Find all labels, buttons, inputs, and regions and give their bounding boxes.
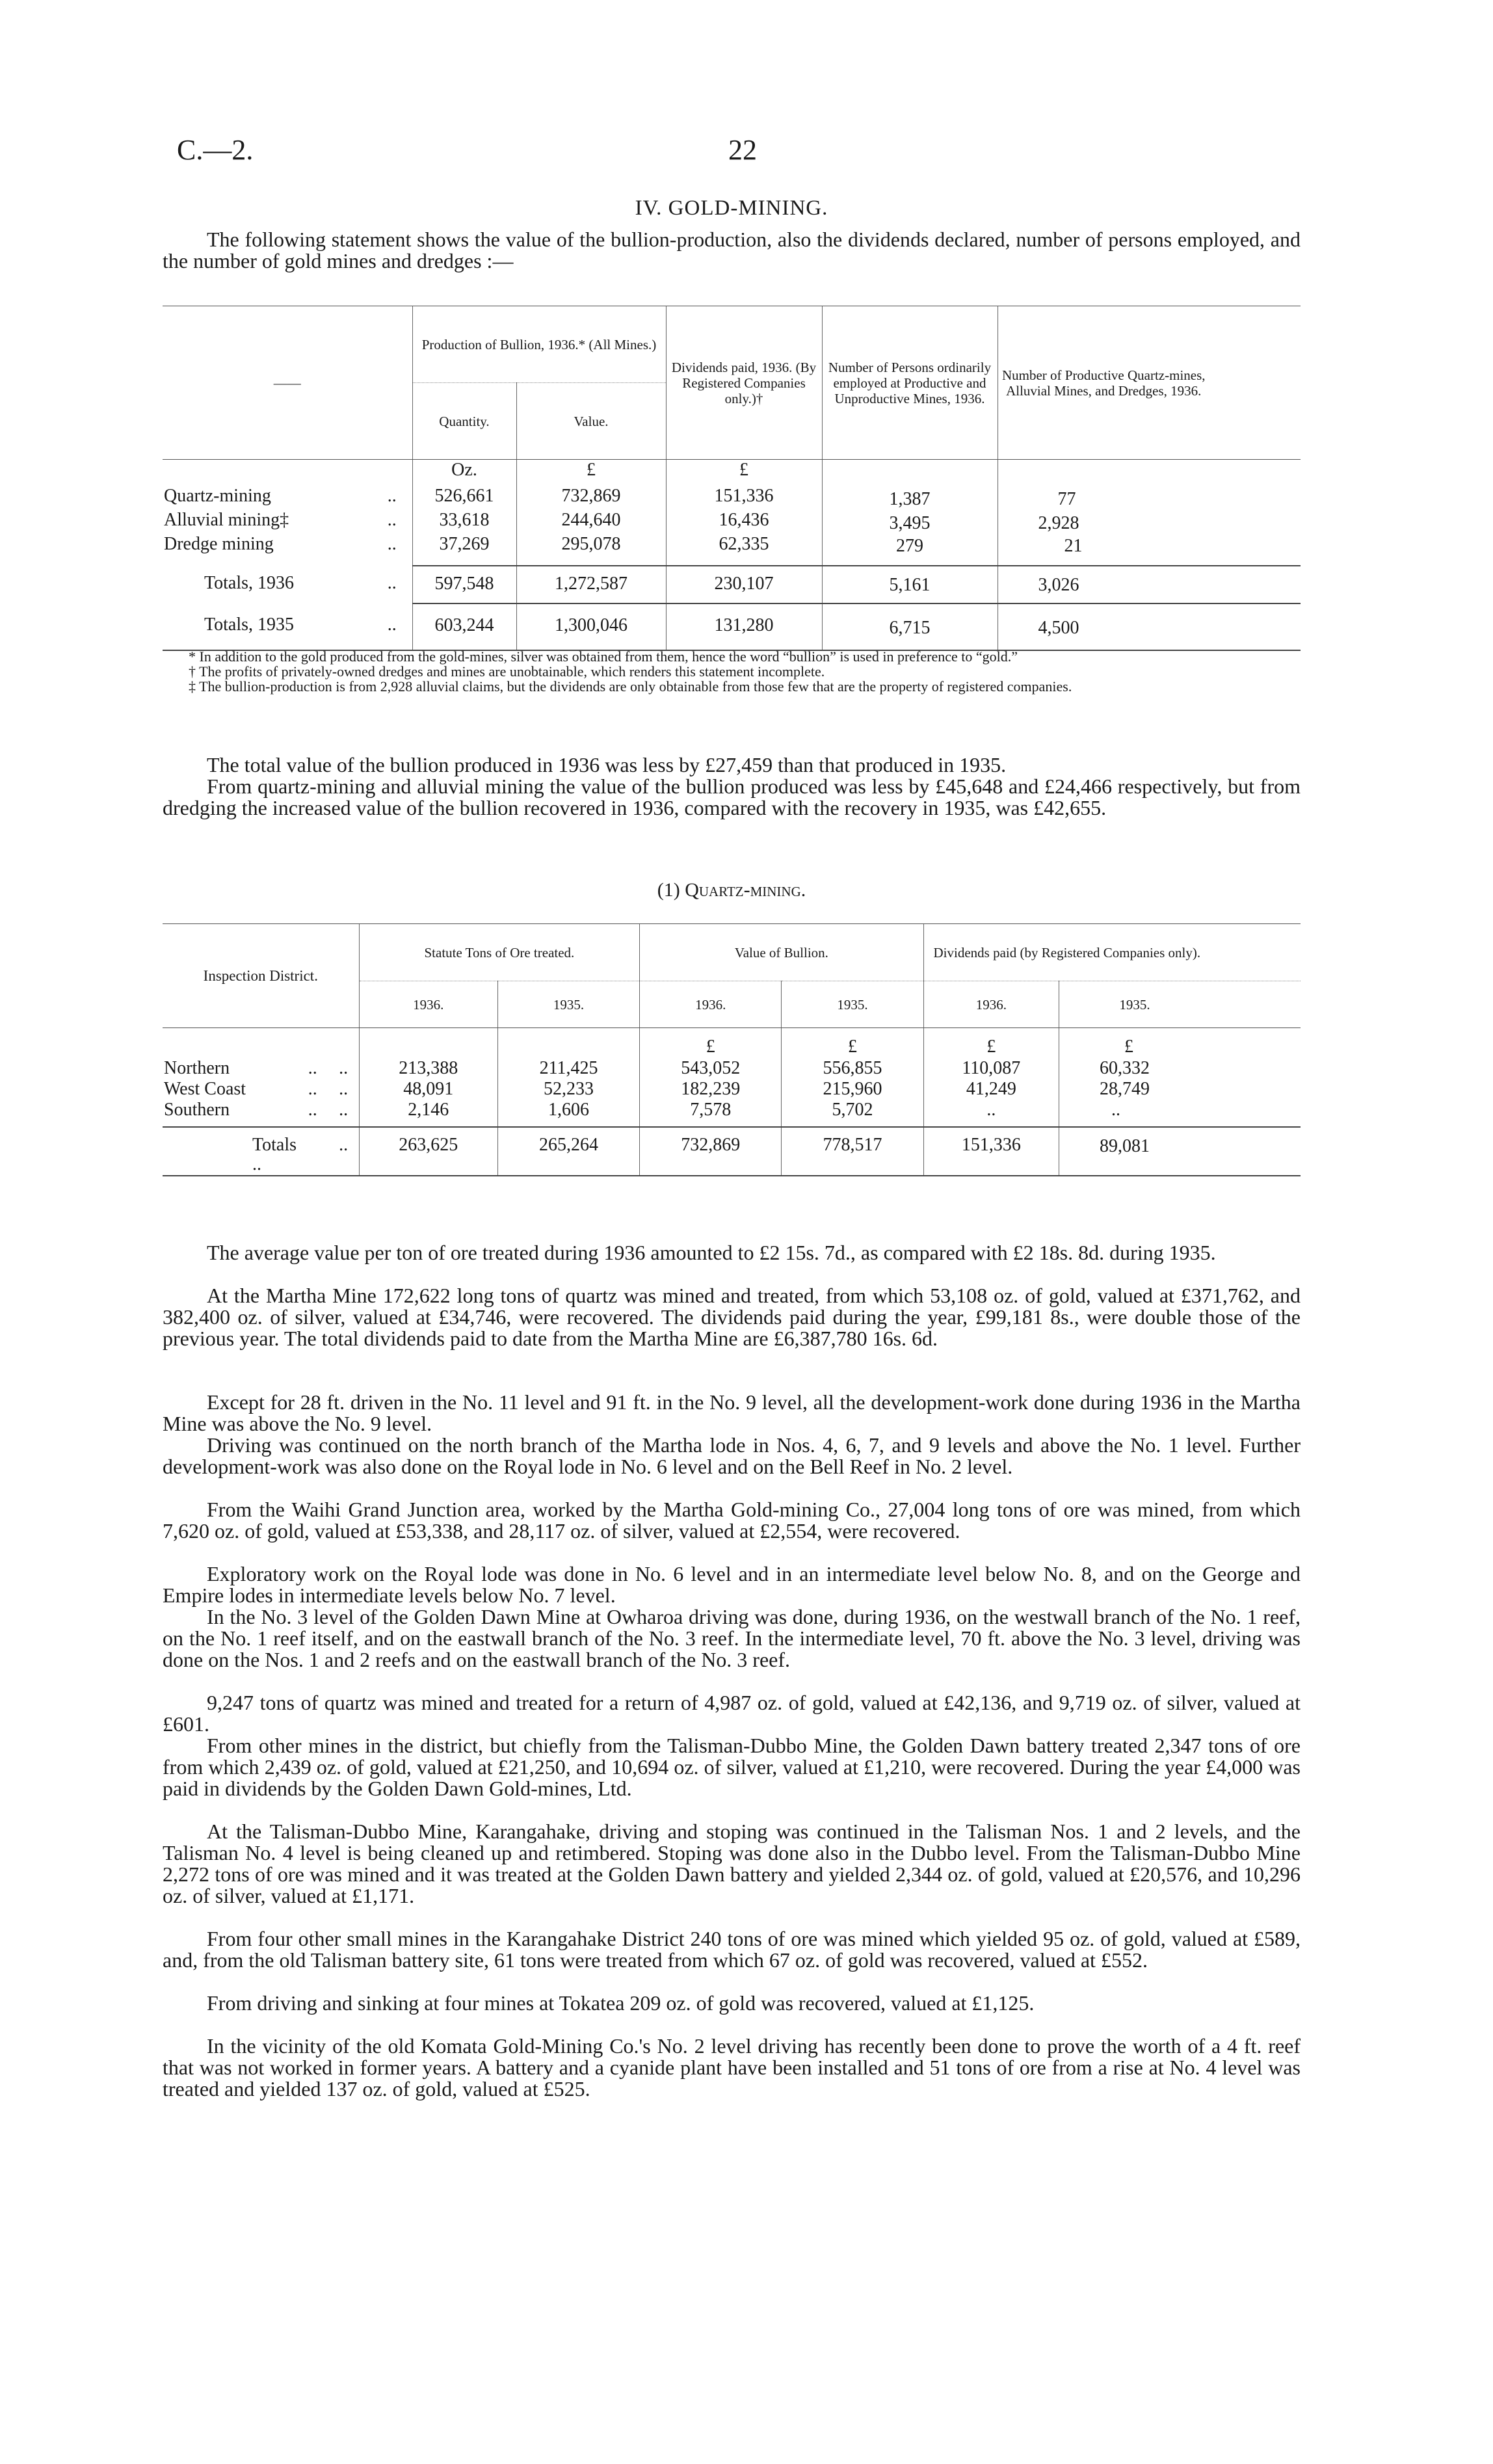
table2-tons-1936: 1936. — [359, 981, 497, 1028]
paragraph: The average value per ton of ore treated during 1936 amounted to £2 15s. 7d., as compared with £2 18s. 8d. during 1935. — [207, 1241, 1216, 1264]
page-number: 22 — [728, 134, 757, 166]
totals-row: Totals .. .. 263,625 265,264 732,869 778,517 151,336 89,081 — [163, 1127, 1301, 1176]
footnotes — [163, 649, 1301, 694]
table-row: Quartz-mining .. 526,661 732,869 151,336 1,387 77 — [163, 486, 1301, 510]
subsection-title: (1) Quartz-mining. — [657, 879, 806, 901]
totals-1936-row: Totals, 1936 .. 597,548 1,272,587 230,107 5,161 3,026 — [163, 566, 1301, 603]
unit-pound: £ — [640, 1028, 782, 1058]
paragraph: From driving and sinking at four mines at Tokatea 209 oz. of gold was recovered, valued at £1,125. — [207, 1991, 1035, 2015]
unit-pound-dividends: £ — [666, 460, 822, 486]
table2-value-1935: 1935. — [782, 981, 923, 1028]
footnote: † The profits of privately-owned dredges and mines are unobtainable, which renders this statement incomplete. — [189, 663, 825, 680]
table2-value-1936: 1936. — [640, 981, 782, 1028]
paragraph: From other mines in the district, but chiefly from the Talisman-Dubbo Mine, the Golden Dawn battery treated 2,347 tons of ore from which 2,439 oz. of gold, valued at £21,250, and 10,694 oz. of silver, valued at £1,210, were recovered. During the year £4,000 was paid in dividends by the Golden Dawn Gold-mines, Ltd. — [163, 1734, 1301, 1800]
paragraph: At the Martha Mine 172,622 long tons of quartz was mined and treated, from which 53,108 oz. of gold, valued at £371,762, and 382,400 oz. of silver, valued at £34,746, were recovered. The dividends paid during the year, £99,181 8s., were double those of the previous year. The total dividends paid to date from the Martha Mine are £6,387,780 16s. 6d. — [163, 1284, 1301, 1350]
table2-district-header: Inspection District. — [163, 924, 359, 1028]
footnote: * In addition to the gold produced from the gold-mines, silver was obtained from them, hence the word “bullion” is used in preference to “gold.” — [189, 648, 1018, 665]
table2-dividends-header: Dividends paid (by Registered Companies only). — [923, 924, 1301, 981]
table2-value-header: Value of Bullion. — [640, 924, 923, 981]
table1-dividends-header: Dividends paid, 1936. (By Registered Companies only.)† — [666, 306, 822, 460]
table1-quantity-header: Quantity. — [412, 383, 516, 460]
paragraph: In the vicinity of the old Komata Gold-Mining Co.'s No. 2 level driving has recently been done to prove the worth of a 4 ft. reef that was not worked in former years. A battery and a cyanide plant have been installed and 51 tons of ore from a rise at No. 4 level was treated and yielded 137 oz. of gold, valued at £525. — [163, 2034, 1301, 2100]
table2-div-1935: 1935. — [1059, 981, 1301, 1028]
table2-tons-1935: 1935. — [497, 981, 639, 1028]
paragraph: From quartz-mining and alluvial mining the value of the bullion produced was less by £45,648 and £24,466 respectively, but from dredging the increased value of the bullion recovered in 1936, compared with the recovery in 1935, was £42,655. — [163, 775, 1301, 819]
unit-pound: £ — [782, 1028, 923, 1058]
unit-pound: £ — [923, 1028, 1059, 1058]
document-reference: C.—2. — [177, 134, 254, 166]
paragraph: From four other small mines in the Karangahake District 240 tons of ore was mined which yielded 95 oz. of gold, valued at £589, and, from the old Talisman battery site, 61 tons were treated from which 67 oz. of gold was recovered, valued at £552. — [163, 1927, 1301, 1972]
table-row: Northern .. .. 213,388 211,425 543,052 556,855 110,087 60,332 — [163, 1058, 1301, 1079]
unit-pound-value: £ — [516, 460, 666, 486]
table-row: Southern .. .. 2,146 1,606 7,578 5,702 .. .. — [163, 1100, 1301, 1120]
paragraph: From the Waihi Grand Junction area, worked by the Martha Gold-mining Co., 27,004 long tons of ore was mined, from which 7,620 oz. of gold, valued at £53,338, and 28,117 oz. of silver, valued at £2,554, were recovered. — [163, 1498, 1301, 1543]
totals-1935-row: Totals, 1935 .. 603,244 1,300,046 131,280 6,715 4,500 — [163, 603, 1301, 650]
section-title: IV. GOLD-MINING. — [635, 196, 828, 220]
table-row: Dredge mining .. 37,269 295,078 62,335 279 21 — [163, 534, 1301, 557]
page-header — [163, 133, 1301, 172]
table2-tons-header: Statute Tons of Ore treated. — [359, 924, 640, 981]
table2-div-1936: 1936. — [923, 981, 1059, 1028]
paragraph: Driving was continued on the north branch of the Martha lode in Nos. 4, 6, 7, and 9 levels and above the No. 1 level. Further development-work was also done on the Royal lode in No. 6 level and on the Bell Reef in No. 2 level. — [163, 1433, 1301, 1478]
paragraph: Except for 28 ft. driven in the No. 11 level and 91 ft. in the No. 9 level, all the development-work done during 1936 in the Martha Mine was above the No. 9 level. — [163, 1390, 1301, 1435]
table1-production-header: Production of Bullion, 1936.* (All Mines.) — [412, 306, 666, 383]
paragraph: In the No. 3 level of the Golden Dawn Mine at Owharoa driving was done, during 1936, on the westwall branch of the No. 1 reef, on the No. 1 reef itself, and on the eastwall branch of the No. 3 reef. In the intermediate level, 70 ft. above the No. 3 level, driving was done on the Nos. 1 and 2 reefs and on the eastwall branch of the No. 3 reef. — [163, 1605, 1301, 1671]
footnote: ‡ The bullion-production is from 2,928 alluvial claims, but the dividends are only obtainable from those few that are the property of registered companies. — [189, 678, 1072, 695]
bullion-summary-table — [163, 306, 1301, 651]
table1-mines-header: Number of Productive Quartz-mines, Alluvial Mines, and Dredges, 1936. — [998, 306, 1301, 460]
paragraph: The total value of the bullion produced in 1936 was less by £27,459 than that produced in 1935. — [207, 753, 1007, 776]
table1-dash-header: —— — [163, 306, 412, 460]
paragraph: 9,247 tons of quartz was mined and treated for a return of 4,987 oz. of gold, valued at £42,136, and 9,719 oz. of silver, valued at £601. — [163, 1691, 1301, 1736]
table1-persons-header: Number of Persons ordinarily employed at Productive and Unproductive Mines, 1936. — [822, 306, 998, 460]
table1-value-header: Value. — [516, 383, 666, 460]
paragraph: Exploratory work on the Royal lode was done in No. 6 level and in an intermediate level below No. 8, and on the George and Empire lodes in intermediate levels below No. 7 level. — [163, 1562, 1301, 1607]
unit-pound: £ — [1059, 1028, 1301, 1058]
unit-oz: Oz. — [412, 460, 516, 486]
intro-paragraph: The following statement shows the value of the bullion-production, also the dividends declared, number of persons employed, and the number of gold mines and dredges :— — [163, 228, 1301, 272]
table-row: West Coast .. .. 48,091 52,233 182,239 215,960 41,249 28,749 — [163, 1079, 1301, 1100]
table-row: Alluvial mining‡ .. 33,618 244,640 16,436 3,495 2,928 — [163, 510, 1301, 534]
quartz-mining-table — [163, 923, 1301, 1176]
paragraph: At the Talisman-Dubbo Mine, Karangahake, driving and stoping was continued in the Talisman Nos. 1 and 2 levels, and the Talisman No. 4 level is being cleaned up and retimbered. Stoping was done also in the Dubbo level. From the Talisman-Dubbo Mine 2,272 tons of ore was mined and it was treated at the Golden Dawn battery and yielded 2,344 oz. of gold, valued at £20,576, and 10,296 oz. of silver, valued at £1,171. — [163, 1820, 1301, 1907]
